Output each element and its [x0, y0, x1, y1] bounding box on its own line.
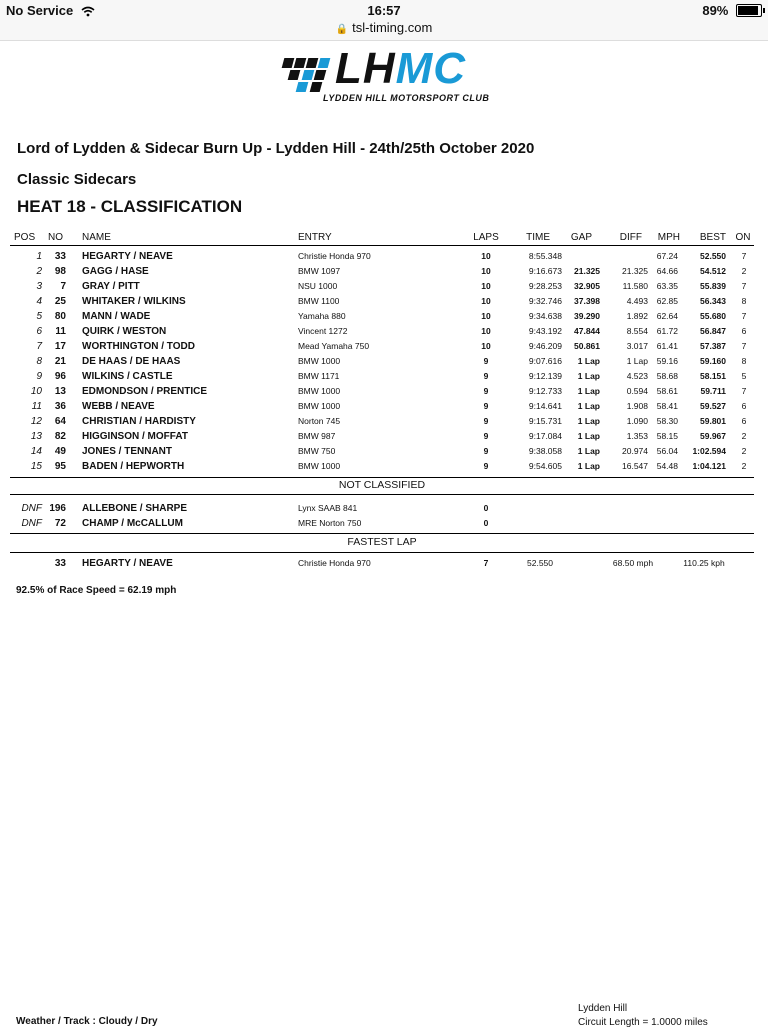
cell-entry: BMW 750 [298, 446, 336, 456]
cell-entry: MRE Norton 750 [298, 518, 362, 528]
cell-time: 9:32.746 [528, 296, 562, 306]
cell-pos: 7 [36, 341, 42, 352]
circuit-name: Lydden Hill [578, 1003, 628, 1014]
cell-on: 5 [741, 371, 747, 381]
cell-best: 57.387 [700, 341, 726, 351]
cell-on: 7 [741, 386, 747, 396]
dnf-row [10, 516, 754, 531]
cell-laps: 10 [481, 341, 491, 351]
table-row [10, 354, 754, 369]
cell-time: 9:14.641 [528, 401, 562, 411]
cell-mph: 61.72 [656, 326, 678, 336]
cell-no: 36 [54, 401, 66, 412]
cell-no: 64 [54, 416, 66, 427]
cell-mph: 54.48 [656, 461, 678, 471]
cell-laps: 10 [481, 281, 491, 291]
cell-on: 6 [741, 326, 747, 336]
cell-laps: 10 [481, 311, 491, 321]
cell-entry: BMW 1000 [298, 356, 341, 366]
cell-laps: 9 [483, 401, 489, 411]
battery-fill [738, 6, 758, 15]
cell-diff: 1.908 [626, 401, 648, 411]
battery-percent: 89% [702, 3, 729, 18]
col-time: TIME [526, 232, 550, 243]
cell-no: 13 [54, 386, 66, 397]
cell-mph: 62.85 [656, 296, 678, 306]
lock-icon: 🔒 [335, 24, 349, 35]
status-bar [0, 0, 768, 41]
cell-on: 8 [741, 356, 747, 366]
cell-pos: 2 [36, 266, 42, 277]
cell-entry: BMW 1000 [298, 386, 341, 396]
cell-name: WHITAKER / WILKINS [82, 296, 186, 307]
cell-mph: 58.30 [656, 416, 678, 426]
cell-laps: 10 [481, 296, 491, 306]
cell-best: 55.680 [700, 311, 726, 321]
cell-best: 54.512 [700, 266, 726, 276]
cell-mph: 64.66 [656, 266, 678, 276]
cell-entry: BMW 1171 [298, 371, 340, 381]
cell-no: 95 [54, 461, 66, 472]
cell-best: 59.527 [700, 401, 726, 411]
col-mph: MPH [657, 232, 680, 243]
col-pos: POS [14, 232, 36, 243]
cell-diff: 0.594 [626, 386, 648, 396]
cell-best: 59.967 [700, 431, 726, 441]
fastest-lap-mph: 68.50 mph [612, 558, 654, 568]
cell-diff: 1 Lap [626, 356, 648, 366]
cell-time: 9:34.638 [528, 311, 562, 321]
fastest-lap-kph: 110.25 kph [683, 558, 725, 568]
cell-no: 25 [54, 296, 66, 307]
cell-mph: 67.24 [656, 251, 678, 261]
cell-laps: 10 [481, 266, 491, 276]
cell-time: 9:54.605 [528, 461, 562, 471]
cell-entry: NSU 1000 [298, 281, 338, 291]
cell-laps: 9 [483, 386, 489, 396]
cell-best: 59.160 [700, 356, 726, 366]
fastest-lap-lap: 7 [483, 558, 489, 568]
cell-gap: 1 Lap [577, 356, 600, 366]
col-name: NAME [82, 232, 111, 243]
cell-gap: 47.844 [574, 326, 600, 336]
cell-on: 7 [741, 281, 747, 291]
cell-pos: 4 [36, 296, 42, 307]
cell-time: 9:15.731 [528, 416, 562, 426]
cell-on: 6 [741, 416, 747, 426]
table-row [10, 339, 754, 354]
cell-best: 58.151 [700, 371, 726, 381]
cell-time: 9:12.733 [528, 386, 562, 396]
cell-time: 9:28.253 [528, 281, 562, 291]
logo-wordmark: LHMC [335, 44, 467, 93]
divider [10, 494, 754, 495]
cell-entry: BMW 987 [298, 431, 336, 441]
table-row [10, 399, 754, 414]
cell-pos: 10 [30, 386, 42, 397]
cell-on: 2 [741, 461, 747, 471]
cell-diff: 3.017 [626, 341, 648, 351]
cell-no: 49 [54, 446, 66, 457]
cell-best: 55.839 [700, 281, 726, 291]
cell-laps: 10 [481, 326, 491, 336]
address-bar[interactable] [0, 20, 768, 35]
cell-time: 9:16.673 [528, 266, 562, 276]
fastest-lap-time: 52.550 [527, 558, 553, 568]
cell-time: 9:12.139 [528, 371, 562, 381]
cell-time: 9:17.084 [528, 431, 562, 441]
cell-laps: 9 [483, 461, 489, 471]
cell-time: 8:55.348 [528, 251, 562, 261]
cell-gap: 21.325 [574, 266, 600, 276]
cell-no: 72 [54, 518, 66, 529]
cell-diff: 21.325 [622, 266, 648, 276]
cell-pos: 14 [30, 446, 42, 457]
logo-subtitle: LYDDEN HILL MOTORSPORT CLUB [323, 93, 490, 103]
cell-mph: 58.41 [656, 401, 678, 411]
club-logo [275, 44, 500, 110]
cell-on: 6 [741, 401, 747, 411]
table-row [10, 459, 754, 474]
cell-no: 98 [54, 266, 66, 277]
cell-gap: 1 Lap [577, 416, 600, 426]
cell-gap: 50.861 [574, 341, 600, 351]
dnf-row [10, 501, 754, 516]
cell-gap: 37.398 [574, 296, 600, 306]
cell-pos: 5 [36, 311, 42, 322]
cell-pos: 9 [36, 371, 42, 382]
cell-best: 1:02.594 [692, 446, 726, 456]
cell-name: QUIRK / WESTON [82, 326, 167, 337]
table-row [10, 444, 754, 459]
cell-gap: 1 Lap [577, 461, 600, 471]
cell-best: 59.711 [700, 386, 726, 396]
cell-laps: 0 [483, 503, 489, 513]
circuit-info [578, 1002, 708, 1030]
circuit-length: Circuit Length = 1.0000 miles [578, 1017, 708, 1028]
cell-pos: DNF [21, 518, 42, 529]
cell-name: BADEN / HEPWORTH [82, 461, 185, 472]
cell-pos: 1 [36, 251, 42, 262]
col-best: BEST [699, 232, 726, 243]
cell-diff: 4.523 [626, 371, 648, 381]
table-row [10, 369, 754, 384]
cell-entry: Christie Honda 970 [298, 251, 371, 261]
cell-diff: 1.090 [626, 416, 648, 426]
cell-gap: 1 Lap [577, 401, 600, 411]
cell-mph: 58.68 [656, 371, 678, 381]
cell-name: WORTHINGTON / TODD [82, 341, 195, 352]
cell-name: ALLEBONE / SHARPE [82, 503, 188, 514]
cell-laps: 10 [481, 251, 491, 261]
cell-pos: 12 [30, 416, 42, 427]
cell-laps: 9 [483, 446, 489, 456]
class-title: Classic Sidecars [17, 171, 137, 188]
cell-best: 1:04.121 [692, 461, 726, 471]
col-diff: DIFF [619, 232, 642, 243]
cell-mph: 63.35 [656, 281, 678, 291]
cell-on: 7 [741, 311, 747, 321]
cell-best: 56.847 [700, 326, 726, 336]
table-row [10, 414, 754, 429]
not-classified-heading: NOT CLASSIFIED [338, 479, 426, 491]
cell-diff: 20.974 [622, 446, 648, 456]
divider [10, 477, 754, 478]
cell-laps: 9 [483, 431, 489, 441]
cell-no: 11 [55, 326, 66, 337]
cell-no: 96 [54, 371, 66, 382]
weather-note: Weather / Track : Cloudy / Dry [16, 1016, 158, 1027]
fastest-lap-entry: Christie Honda 970 [298, 558, 371, 568]
cell-pos: 13 [30, 431, 42, 442]
cell-mph: 56.04 [656, 446, 678, 456]
table-row [10, 429, 754, 444]
cell-entry: Vincent 1272 [298, 326, 348, 336]
battery-icon [736, 4, 762, 17]
cell-on: 8 [741, 296, 747, 306]
cell-no: 33 [54, 251, 66, 262]
cell-entry: BMW 1000 [298, 401, 341, 411]
carrier-label: No Service [6, 3, 74, 18]
divider [10, 533, 754, 534]
cell-pos: 3 [36, 281, 42, 292]
cell-name: JONES / TENNANT [82, 446, 173, 457]
cell-diff: 4.493 [626, 296, 648, 306]
table-row [10, 309, 754, 324]
cell-laps: 0 [483, 518, 489, 528]
cell-no: 80 [54, 311, 66, 322]
table-row [10, 264, 754, 279]
cell-name: CHRISTIAN / HARDISTY [82, 416, 196, 427]
cell-entry: BMW 1000 [298, 461, 341, 471]
url-text: tsl-timing.com [352, 20, 433, 35]
table-row [10, 294, 754, 309]
cell-time: 9:38.058 [528, 446, 562, 456]
cell-name: GAGG / HASE [82, 266, 149, 277]
cell-best: 59.801 [700, 416, 726, 426]
col-on: ON [735, 232, 751, 243]
cell-diff: 8.554 [626, 326, 648, 336]
cell-entry: BMW 1100 [298, 296, 340, 306]
cell-no: 7 [60, 281, 66, 292]
cell-name: DE HAAS / DE HAAS [82, 356, 181, 367]
cell-laps: 9 [483, 356, 489, 366]
divider [10, 552, 754, 553]
cell-diff: 11.580 [622, 281, 648, 291]
cell-diff: 1.892 [626, 311, 648, 321]
col-gap: GAP [570, 232, 592, 243]
table-row [10, 384, 754, 399]
cell-name: HIGGINSON / MOFFAT [82, 431, 188, 442]
event-title: Lord of Lydden & Sidecar Burn Up - Lydden Hill - 24th/25th October 2020 [17, 140, 535, 157]
cell-name: MANN / WADE [82, 311, 151, 322]
cell-pos: 11 [31, 401, 42, 412]
cell-pos: 15 [30, 461, 42, 472]
cell-name: WEBB / NEAVE [82, 401, 155, 412]
battery-status [702, 3, 762, 18]
fastest-lap-heading: FASTEST LAP [347, 536, 417, 548]
cell-gap: 1 Lap [577, 446, 600, 456]
cell-pos: 8 [36, 356, 42, 367]
cell-name: GRAY / PITT [82, 281, 140, 292]
cell-on: 2 [741, 431, 747, 441]
clock: 16:57 [367, 3, 401, 18]
cell-entry: BMW 1097 [298, 266, 341, 276]
cell-name: CHAMP / McCALLUM [82, 518, 183, 529]
cell-gap: 39.290 [574, 311, 600, 321]
fastest-lap-row [10, 556, 754, 571]
cell-no: 17 [54, 341, 66, 352]
cell-best: 56.343 [700, 296, 726, 306]
race-speed-note: 92.5% of Race Speed = 62.19 mph [16, 585, 177, 596]
cell-on: 7 [741, 341, 747, 351]
cell-no: 82 [54, 431, 66, 442]
cell-diff: 1.353 [626, 431, 648, 441]
cell-mph: 62.64 [656, 311, 678, 321]
cell-gap: 1 Lap [577, 386, 600, 396]
fastest-lap-no: 33 [54, 558, 66, 569]
cell-time: 9:07.616 [528, 356, 562, 366]
cell-mph: 58.15 [656, 431, 678, 441]
col-entry: ENTRY [298, 232, 332, 243]
cell-entry: Mead Yamaha 750 [298, 341, 370, 351]
cell-mph: 59.16 [656, 356, 678, 366]
fastest-lap-name: HEGARTY / NEAVE [82, 558, 173, 569]
cell-time: 9:46.209 [528, 341, 562, 351]
table-header [10, 230, 754, 246]
cell-name: HEGARTY / NEAVE [82, 251, 173, 262]
session-title: HEAT 18 - CLASSIFICATION [17, 197, 243, 216]
col-laps: LAPS [473, 232, 499, 243]
cell-gap: 1 Lap [577, 371, 600, 381]
cell-laps: 9 [483, 371, 489, 381]
cell-mph: 58.61 [656, 386, 678, 396]
cell-diff: 16.547 [622, 461, 648, 471]
table-row [10, 324, 754, 339]
cell-name: WILKINS / CASTLE [82, 371, 173, 382]
cell-on: 2 [741, 266, 747, 276]
cell-no: 21 [54, 356, 66, 367]
cell-entry: Norton 745 [298, 416, 341, 426]
cell-best: 52.550 [700, 251, 726, 261]
table-row [10, 249, 754, 264]
cell-entry: Yamaha 880 [298, 311, 346, 321]
col-no: NO [48, 232, 63, 243]
cell-name: EDMONDSON / PRENTICE [82, 386, 208, 397]
cell-mph: 61.41 [656, 341, 678, 351]
cell-pos: DNF [21, 503, 42, 514]
cell-on: 2 [741, 446, 747, 456]
cell-gap: 1 Lap [577, 431, 600, 441]
cell-laps: 9 [483, 416, 489, 426]
cell-gap: 32.905 [574, 281, 600, 291]
cell-time: 9:43.192 [528, 326, 562, 336]
table-row [10, 279, 754, 294]
cell-on: 7 [741, 251, 747, 261]
cell-no: 196 [49, 503, 66, 514]
cell-pos: 6 [36, 326, 42, 337]
cell-entry: Lynx SAAB 841 [298, 503, 358, 513]
